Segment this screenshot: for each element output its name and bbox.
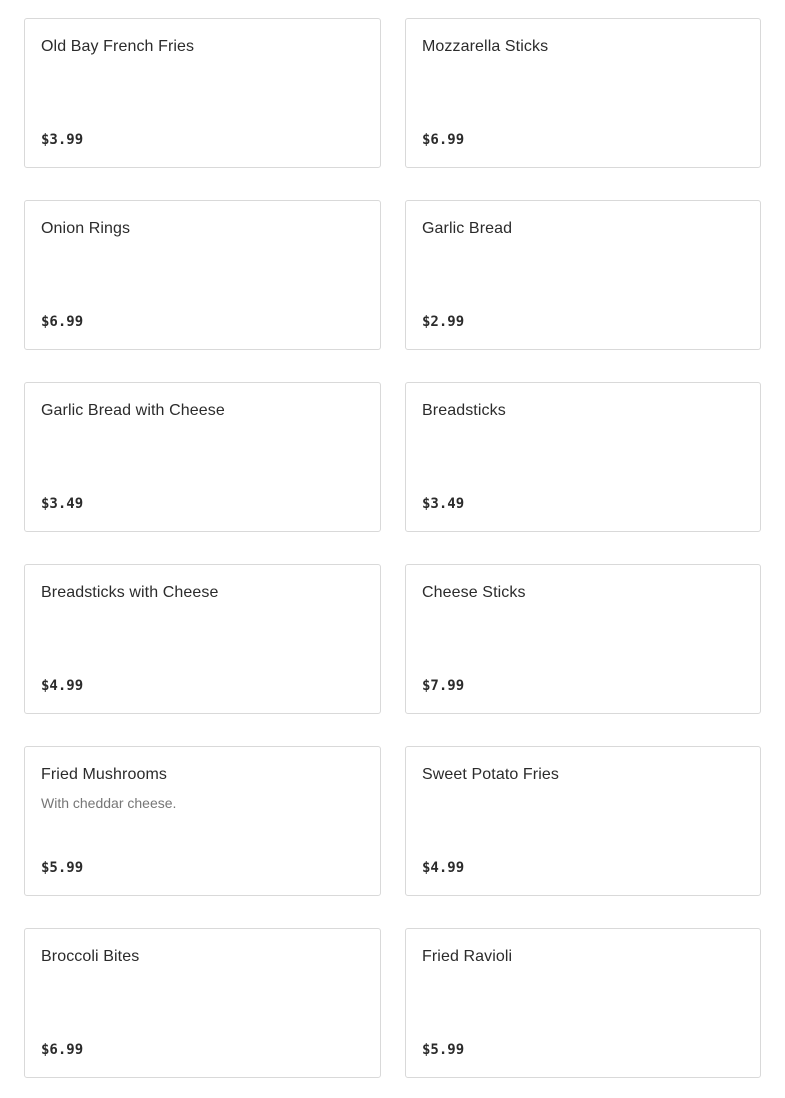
menu-item-price: $6.99 [41, 1042, 84, 1058]
menu-item-name: Cheese Sticks [422, 584, 526, 601]
menu-item-description: With cheddar cheese. [41, 795, 177, 811]
menu-item-price: $3.99 [41, 132, 84, 148]
menu-item-price: $5.99 [422, 1042, 465, 1058]
menu-item-price: $4.99 [41, 678, 84, 694]
menu-item-price: $2.99 [422, 314, 465, 330]
menu-item-card-breadsticks-with-cheese[interactable] [24, 564, 381, 714]
menu-item-name: Old Bay French Fries [41, 38, 195, 55]
menu-item-price: $3.49 [41, 496, 84, 512]
menu-item-card-fried-ravioli[interactable] [405, 928, 761, 1078]
menu-item-price: $6.99 [422, 132, 465, 148]
menu-item-name: Broccoli Bites [41, 948, 140, 965]
menu-item-name: Fried Mushrooms [41, 766, 167, 783]
menu-item-name: Mozzarella Sticks [422, 38, 549, 55]
menu-item-name: Garlic Bread [422, 220, 513, 237]
menu-item-name: Fried Ravioli [422, 948, 513, 965]
menu-item-card-mozzarella-sticks[interactable] [405, 18, 761, 168]
menu-item-price: $5.99 [41, 860, 84, 876]
menu-item-name: Onion Rings [41, 220, 131, 237]
menu-item-card-old-bay-french-fries[interactable] [24, 18, 381, 168]
menu-item-card-sweet-potato-fries[interactable] [405, 746, 761, 896]
menu-item-name: Breadsticks [422, 402, 506, 419]
menu-item-price: $6.99 [41, 314, 84, 330]
menu-item-card-garlic-bread-with-cheese[interactable] [24, 382, 381, 532]
menu-item-card-onion-rings[interactable] [24, 200, 381, 350]
menu-item-name: Sweet Potato Fries [422, 766, 559, 783]
menu-item-card-cheese-sticks[interactable] [405, 564, 761, 714]
menu-item-price: $4.99 [422, 860, 465, 876]
menu-item-price: $7.99 [422, 678, 465, 694]
menu-item-card-broccoli-bites[interactable] [24, 928, 381, 1078]
menu-item-price: $3.49 [422, 496, 465, 512]
menu-item-grid [24, 18, 761, 1078]
menu-item-card-breadsticks[interactable] [405, 382, 761, 532]
menu-item-card-garlic-bread[interactable] [405, 200, 761, 350]
menu-item-name: Breadsticks with Cheese [41, 584, 219, 601]
menu-item-name: Garlic Bread with Cheese [41, 402, 225, 419]
menu-item-card-fried-mushrooms[interactable] [24, 746, 381, 896]
